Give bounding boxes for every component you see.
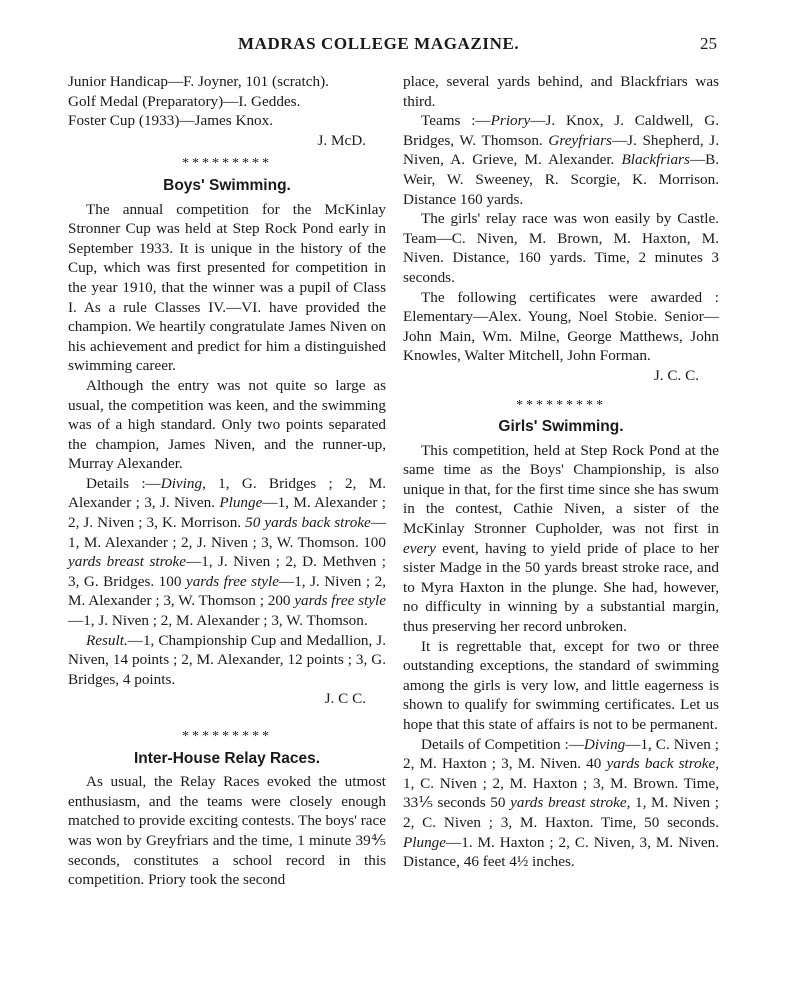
- text-run: —1, J. Niven ; 2, M. Alexander ; 3, W. Thomson ; 200: [68, 572, 386, 610]
- text-run: —1, J. Niven ; 2, M. Alexander ; 3, W. Thomson.: [68, 612, 368, 630]
- signature: J. C C.: [324, 690, 366, 708]
- text-run: Teams :—: [421, 112, 491, 130]
- italic-run: Result.: [86, 631, 128, 649]
- right-column: [403, 72, 719, 872]
- intro-line: Foster Cup (1933)—James Knox.: [68, 112, 274, 130]
- text-run: Details of Competition :—: [421, 735, 584, 753]
- text-run: —1, Championship Cup and Medallion, J. Niven, 14 points ; 2, M. Alexander, 12 points ; 3, G. Bridges, 4 points.: [68, 631, 386, 688]
- text-run: —1. M. Haxton ; 2, C. Niven, 3, M. Niven. Distance, 46 feet 4½ inches.: [403, 833, 719, 871]
- paragraph: Although the entry was not quite so large as usual, the competition was keen, and the swimming was of a high standard. Only two points separated the champion, James Niven, and the runner-up, Murray Alexander.: [68, 376, 386, 473]
- signature: J. C. C.: [653, 366, 699, 384]
- text-run: , 1, G. Bridges ; 2, M. Alexander ; 3, J. Niven.: [68, 474, 386, 512]
- paragraph: It is regrettable that, except for two or three outstanding exceptions, the standard of swimming among the girls is very low, and little eagerness is shown to qualify for swimming certificates. Let us hope that this state of affairs is not to be permanent.: [403, 637, 719, 733]
- section-divider: *********: [182, 156, 272, 172]
- paragraph: [403, 441, 719, 637]
- italic-run: Greyfriars: [548, 131, 612, 149]
- page-header: [0, 34, 800, 58]
- italic-run: Diving: [583, 735, 626, 753]
- teams-paragraph: [403, 111, 719, 209]
- text-run: —B. Weir, W. Sweeney, R. Scorgie, K. Morrison. Distance 160 yards.: [403, 151, 719, 208]
- paragraph: As usual, the Relay Races evoked the utmost enthusiasm, and the teams were closely enough matched to provide exciting contests. The boys' race was won by Greyfriars and the time, 1 minute 39⅘ seconds, constitutes a school record in this competition. Priory took the second: [68, 773, 386, 889]
- details-paragraph: [68, 474, 386, 631]
- text-run: —1, M. Alexander ; 2, J. Niven ; 3, K. Morrison.: [68, 494, 386, 532]
- text-run: This competition, held at Step Rock Pond at the same time as the Boys' Championship, is also unique in that, for the first time since she has swum in the contest, Cathie Niven, a sister of the McKinlay Stronner Cupholder, was not first in: [403, 441, 719, 538]
- italic-run: Plunge: [219, 494, 263, 512]
- magazine-title: MADRAS COLLEGE MAGAZINE.: [238, 34, 520, 53]
- text-run: —J. Knox, J. Caldwell, G. Bridges, W. Thomson.: [403, 112, 719, 149]
- text-run: —1, J. Niven ; 2, D. Methven ; 3, G. Bridges. 100: [68, 553, 386, 590]
- paragraph: The girls' relay race was won easily by Castle. Team—C. Niven, M. Brown, M. Haxton, M. Niven. Distance, 160 yards. Time, 2 minutes 3 seconds.: [403, 210, 719, 286]
- text-run: event, having to yield pride of place to her sister Madge in the 50 yards breast stroke race, and to Myra Haxton in the plunge. She had, however, no difficulty in winning by a substantial margin, thus preserving her record unbroken.: [403, 539, 719, 636]
- italic-run: every: [403, 539, 436, 557]
- paragraph: The annual competition for the McKinlay Stronner Cup was held at Step Rock Pond early in September 1933. It is unique in the history of the Cup, which was first presented for competition in the year 1910, that the winner was a pupil of Class I. As a rule Classes IV.—VI. have provided the champion. We heartily congratulate James Niven on his achievement and predict for him a distinguished swimming career.: [68, 200, 386, 375]
- section-heading-relay-races: Inter-House Relay Races.: [133, 749, 321, 767]
- section-heading-girls-swimming: Girls' Swimming.: [498, 418, 624, 436]
- italic-run: Priory: [490, 112, 531, 130]
- left-column: [68, 72, 386, 890]
- girls-details-paragraph: [403, 735, 719, 872]
- intro-line: Golf Medal (Preparatory)—I. Geddes.: [68, 92, 301, 110]
- text-run: Details :—: [86, 474, 161, 492]
- page-number: 25: [700, 34, 717, 53]
- italic-run: 50 yards back stroke: [245, 514, 371, 532]
- result-paragraph: [68, 631, 386, 690]
- italic-run: yards back stroke: [606, 755, 716, 773]
- section-divider: *********: [182, 729, 272, 744]
- text-run: , 1, M. Niven ; 2, C. Niven ; 3, M. Haxton. Time, 50 seconds.: [403, 794, 719, 831]
- signature: J. McD.: [317, 131, 366, 149]
- italic-run: Plunge: [403, 833, 447, 851]
- intro-line: Junior Handicap—F. Joyner, 101 (scratch).: [68, 73, 329, 90]
- italic-run: yards free style: [294, 592, 386, 610]
- italic-run: Diving: [160, 474, 203, 492]
- text-run: —1, C. Niven ; 2, M. Haxton ; 3, M. Niven. 40: [403, 735, 720, 773]
- section-divider: *********: [516, 397, 606, 413]
- text-run: , 1, C. Niven ; 2, M. Haxton ; 3, M. Brown. Time, 33⅕ seconds 50: [403, 755, 719, 812]
- text-run: —J. Shepherd, J. Niven, A. Grieve, M. Alexander.: [403, 131, 720, 169]
- section-heading-boys-swimming: Boys' Swimming.: [163, 176, 291, 194]
- italic-run: yards free style: [185, 572, 280, 590]
- paragraph: The following certificates were awarded : Elementary—Alex. Young, Noel Stobie. Senior—John Main, Wm. Milne, George Matthews, John Knowles, Walter Mitchell, John Forman.: [403, 288, 719, 365]
- italic-run: yards breast stroke: [68, 553, 186, 571]
- italic-run: yards breast stroke: [510, 794, 627, 812]
- text-run: —1, M. Alexander ; 2, J. Niven ; 3, W. Thomson. 100: [68, 514, 386, 551]
- italic-run: Blackfriars: [621, 151, 690, 169]
- paragraph: place, several yards behind, and Blackfriars was third.: [403, 73, 719, 110]
